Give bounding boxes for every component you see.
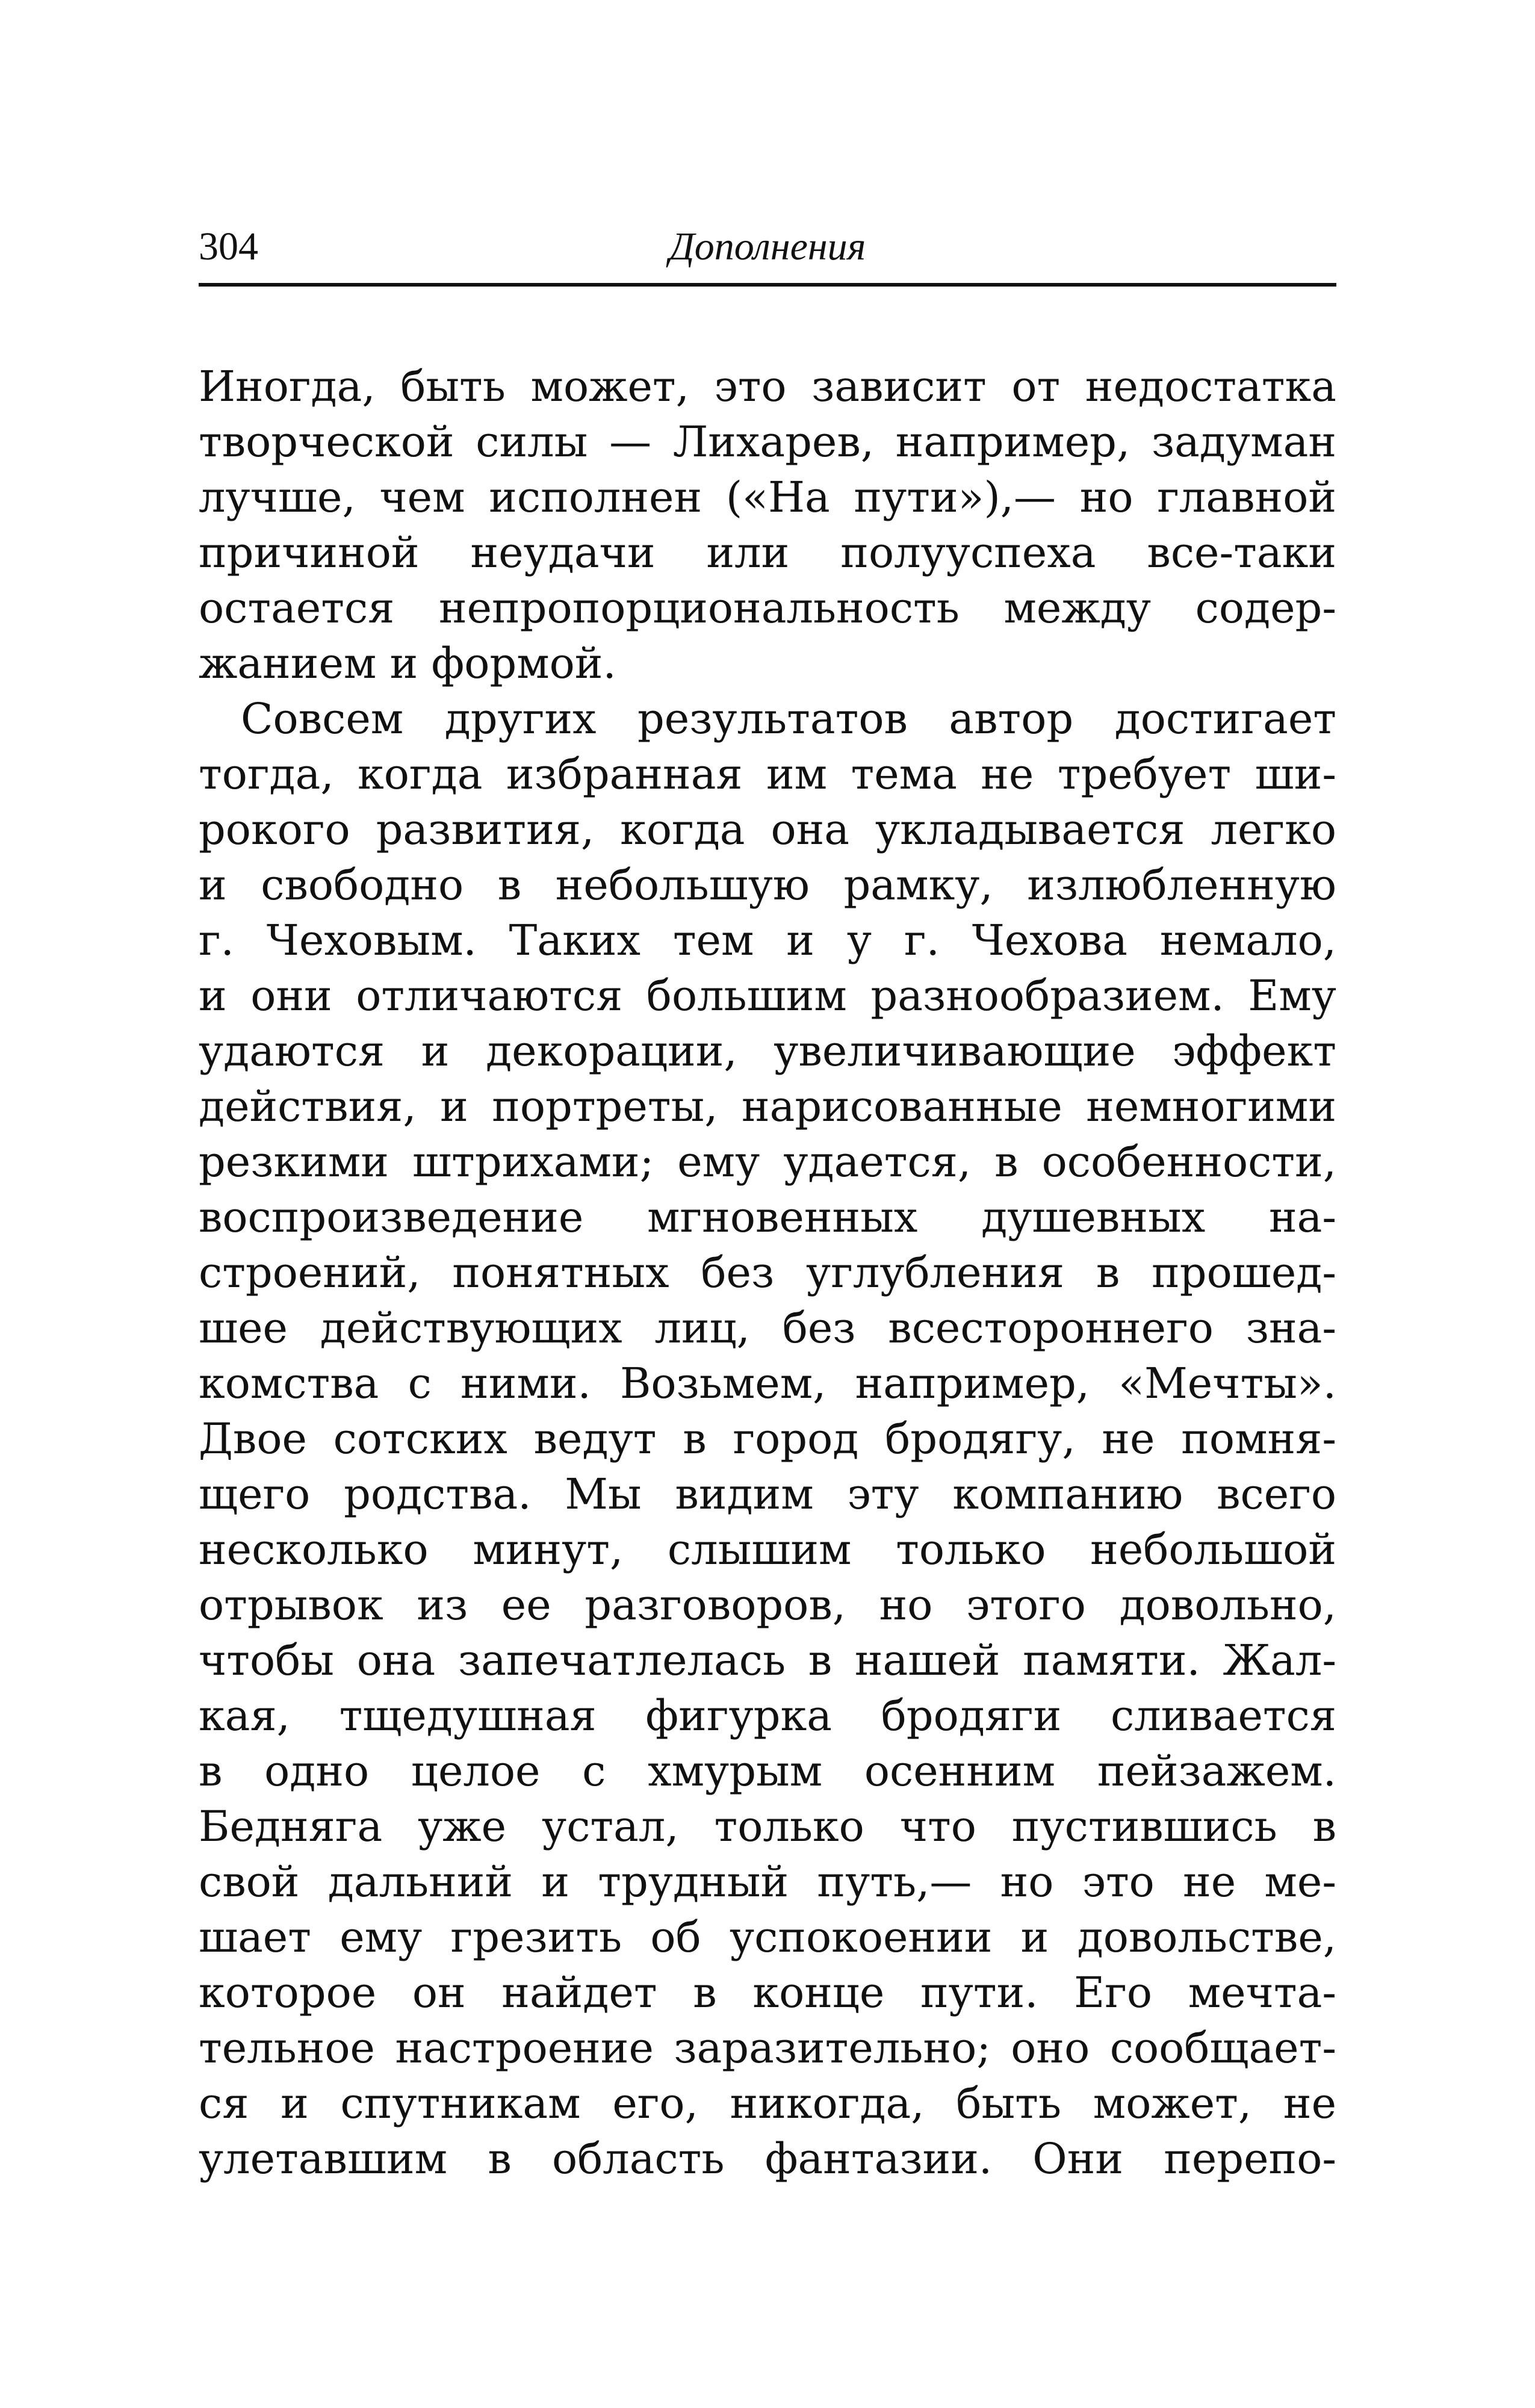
text-line: удаются и декорации, увеличивающие эффект <box>199 1026 1336 1076</box>
text-line: чтобы она запечатлелась в нашей памяти. Жал- <box>199 1636 1336 1685</box>
text-line: и они отличаются большим разнообразием. Ему <box>199 971 1336 1020</box>
text-line: в одно целое с хмурым осенним пейзажем. <box>199 1746 1336 1796</box>
text-line: лучше, чем исполнен («На пути»),— но главной <box>199 473 1336 522</box>
text-line: которое он найдет в конце пути. Его мечта- <box>199 1968 1336 2017</box>
text-line: отрывок из ее разговоров, но этого довольно, <box>199 1580 1336 1630</box>
text-line: жанием и формой. <box>199 639 616 688</box>
text-line: причиной неудачи или полууспеха все-таки <box>199 528 1336 577</box>
text-line: резкими штрихами; ему удается, в особенности, <box>199 1137 1336 1187</box>
text-line: строений, понятных без углубления в прошед- <box>199 1248 1336 1297</box>
running-title: Дополнения <box>669 225 866 268</box>
page-number: 304 <box>199 225 258 268</box>
paragraph-1 <box>199 359 1336 691</box>
page-header <box>199 223 1336 295</box>
text-line: Двое сотских ведут в город бродягу, не помня- <box>199 1414 1336 1463</box>
paragraph-2 <box>199 691 1336 2186</box>
text-line: творческой силы — Лихарев, например, задуман <box>199 417 1336 467</box>
text-line: Бедняга уже устал, только что пустившись в <box>199 1802 1336 1851</box>
text-line: Совсем других результатов автор достигает <box>241 694 1336 743</box>
text-line: кая, тщедушная фигурка бродяги сливается <box>199 1691 1336 1740</box>
text-line: несколько минут, слышим только небольшой <box>199 1525 1336 1574</box>
text-line: и свободно в небольшую рамку, излюбленную <box>199 860 1336 910</box>
text-line: действия, и портреты, нарисованные немногими <box>199 1082 1336 1131</box>
text-line: тогда, когда избранная им тема не требует ши- <box>199 749 1336 799</box>
text-line: ся и спутникам его, никогда, быть может, не <box>199 2079 1336 2128</box>
header-rule <box>199 283 1336 287</box>
text-line: рокого развития, когда она укладывается легко <box>199 805 1336 854</box>
text-line: воспроизведение мгновенных душевных на- <box>199 1193 1336 1242</box>
text-line: шает ему грезить об успокоении и довольстве, <box>199 1913 1336 1962</box>
text-line: комства с ними. Возьмем, например, «Мечты». <box>199 1359 1336 1408</box>
text-line: щего родства. Мы видим эту компанию всего <box>199 1469 1336 1519</box>
text-line: свой дальний и трудный путь,— но это не ме- <box>199 1857 1336 1907</box>
text-line: Иногда, быть может, это зависит от недостатка <box>199 362 1336 411</box>
text-line: тельное настроение заразительно; оно сообщает- <box>199 2023 1336 2073</box>
text-line: шее действующих лиц, без всестороннего зна- <box>199 1303 1336 1353</box>
text-line: остается непропорциональность между содер- <box>199 583 1336 633</box>
body-text <box>199 359 1336 2186</box>
text-line: г. Чеховым. Таких тем и у г. Чехова немало, <box>199 916 1336 965</box>
text-line: улетавшим в область фантазии. Они перепо- <box>199 2134 1336 2183</box>
